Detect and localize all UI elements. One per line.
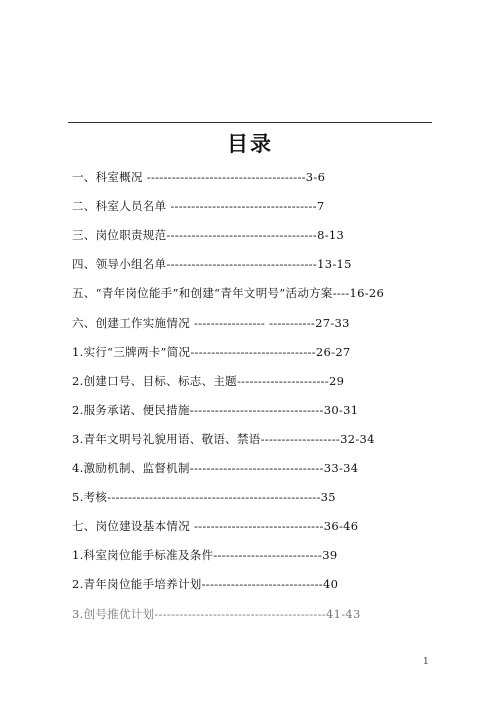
toc-entry: 六、创建工作实施情况 ----------------- -----------27-33 [72,315,350,330]
toc-entry: 四、领导小组名单------------------------------------13-15 [72,257,352,272]
header-rule [68,122,432,123]
page-title: 目录 [227,131,273,156]
toc-entry: 二、科室人员名单 -----------------------------------7 [72,199,325,214]
toc-entry: 一、科室概况 --------------------------------------3-6 [72,170,326,184]
page-number: 1 [423,657,429,667]
toc-entry: 2.青年岗位能手培养计划-----------------------------40 [72,577,339,592]
toc-entry: 五、“青年岗位能手”和创建“青年文明号”活动方案----16-26 [72,286,385,301]
toc-entry: 3.创号推优计划-----------------------------------------41-43 [72,606,361,621]
toc-entry: 1.实行“三牌两卡”简况------------------------------26-27 [72,344,351,359]
toc-entry: 三、岗位职责规范------------------------------------8-13 [72,228,345,243]
toc-entry: 3.青年文明号礼貌用语、敬语、禁语-------------------32-34 [72,431,375,446]
toc-entry: 4.激励机制、监督机制--------------------------------33-34 [72,461,359,475]
toc-entry: 七、岗位建设基本情况 -------------------------------36-46 [72,519,359,534]
toc-entry: 2.服务承诺、便民措施--------------------------------30-31 [72,402,359,417]
toc-entry: 1.科室岗位能手标准及条件--------------------------39 [72,548,338,563]
toc-entry: 5.考核---------------------------------------------------35 [72,490,336,505]
toc-entry: 2.创建口号、目标、标志、主题----------------------29 [72,373,345,388]
